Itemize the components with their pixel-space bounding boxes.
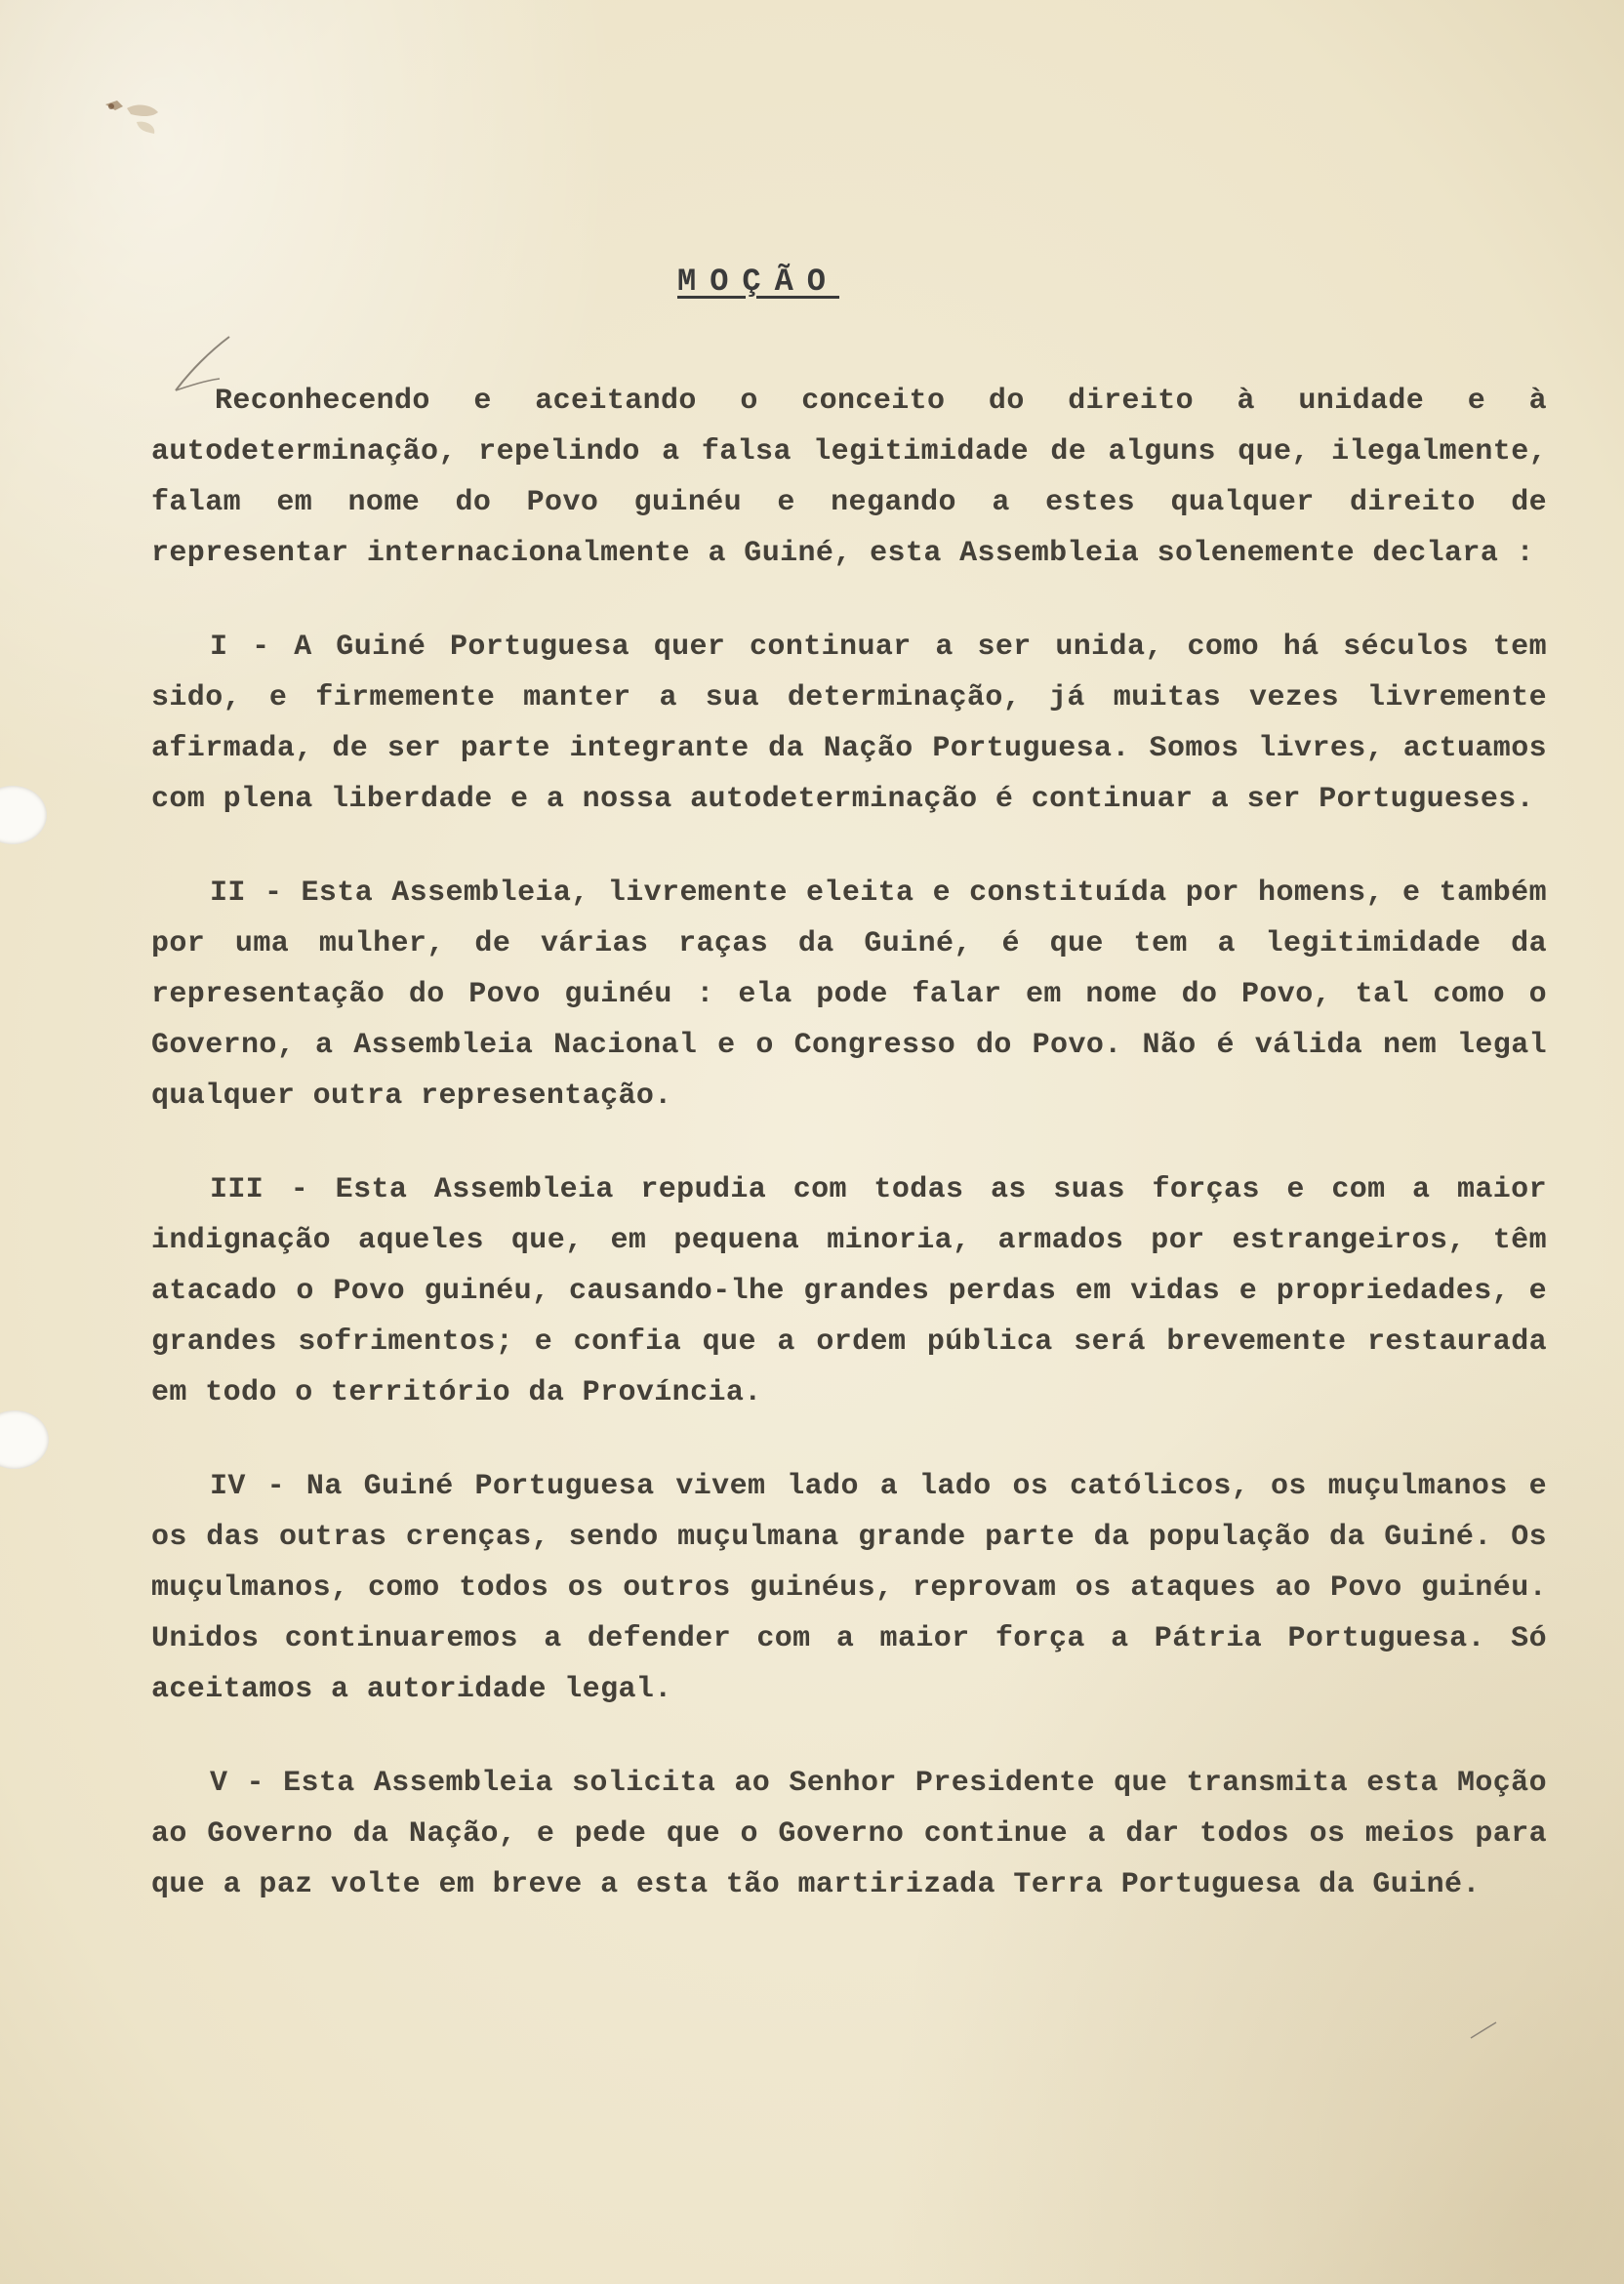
document-title: MOÇÃO — [676, 264, 839, 300]
section-iv-paragraph: IV - Na Guiné Portuguesa vivem lado a lado os católicos, os muçulmanos e os das outras crenças, sendo muçulmana grande parte da população da Guiné. Os muçulmanos, como todos os outros guinéus, reprovam os ataques ao Povo guinéu. Unidos continuaremos a defender com a maior força a Pátria Portuguesa. Só aceitamos a autoridade legal. — [151, 1470, 1547, 1706]
section-v-paragraph: V - Esta Assembleia solicita ao Senhor Presidente que transmita esta Moção ao Governo da Nação, e pede que o Governo continue a dar todos os meios para que a paz volte em breve a esta tão martirizada Terra Portuguesa da Guiné. — [151, 1767, 1547, 1901]
paper-stain-mark — [98, 93, 176, 151]
pencil-end-mark — [1469, 2020, 1498, 2040]
intro-paragraph: Reconhecendo e aceitando o conceito do direito à unidade e à autodeterminação, repelindo a falsa legitimidade de alguns que, ilegalmente, falam em nome do Povo guinéu e negando a estes qualquer direito de representar internacionalmente a Guiné, esta Assembleia solenemente declara : — [151, 385, 1547, 570]
section-iii-paragraph: III - Esta Assembleia repudia com todas as suas forças e com a maior indignação aqueles que, em pequena minoria, armados por estrangeiros, têm atacado o Povo guinéu, causando-lhe grandes perdas em vidas e propriedades, e grandes sofrimentos; e confia que a ordem pública será brevemente restaurada em todo o território da Província. — [151, 1173, 1547, 1409]
document-body — [151, 376, 1547, 1953]
punch-hole-top — [0, 786, 47, 844]
punch-hole-bottom — [0, 1410, 49, 1469]
section-i-paragraph: I - A Guiné Portuguesa quer continuar a ser unida, como há séculos tem sido, e firmemente manter a sua determinação, já muitas vezes livremente afirmada, de ser parte integrante da Nação Portuguesa. Somos livres, actuamos com plena liberdade e a nossa autodeterminação é continuar a ser Portugueses. — [151, 631, 1547, 816]
section-ii-paragraph: II - Esta Assembleia, livremente eleita e constituída por homens, e também por uma mulher, de várias raças da Guiné, é que tem a legitimidade da representação do Povo guinéu : ela pode falar em nome do Povo, tal como o Governo, a Assembleia Nacional e o Congresso do Povo. Não é válida nem legal qualquer outra representação. — [151, 877, 1547, 1113]
